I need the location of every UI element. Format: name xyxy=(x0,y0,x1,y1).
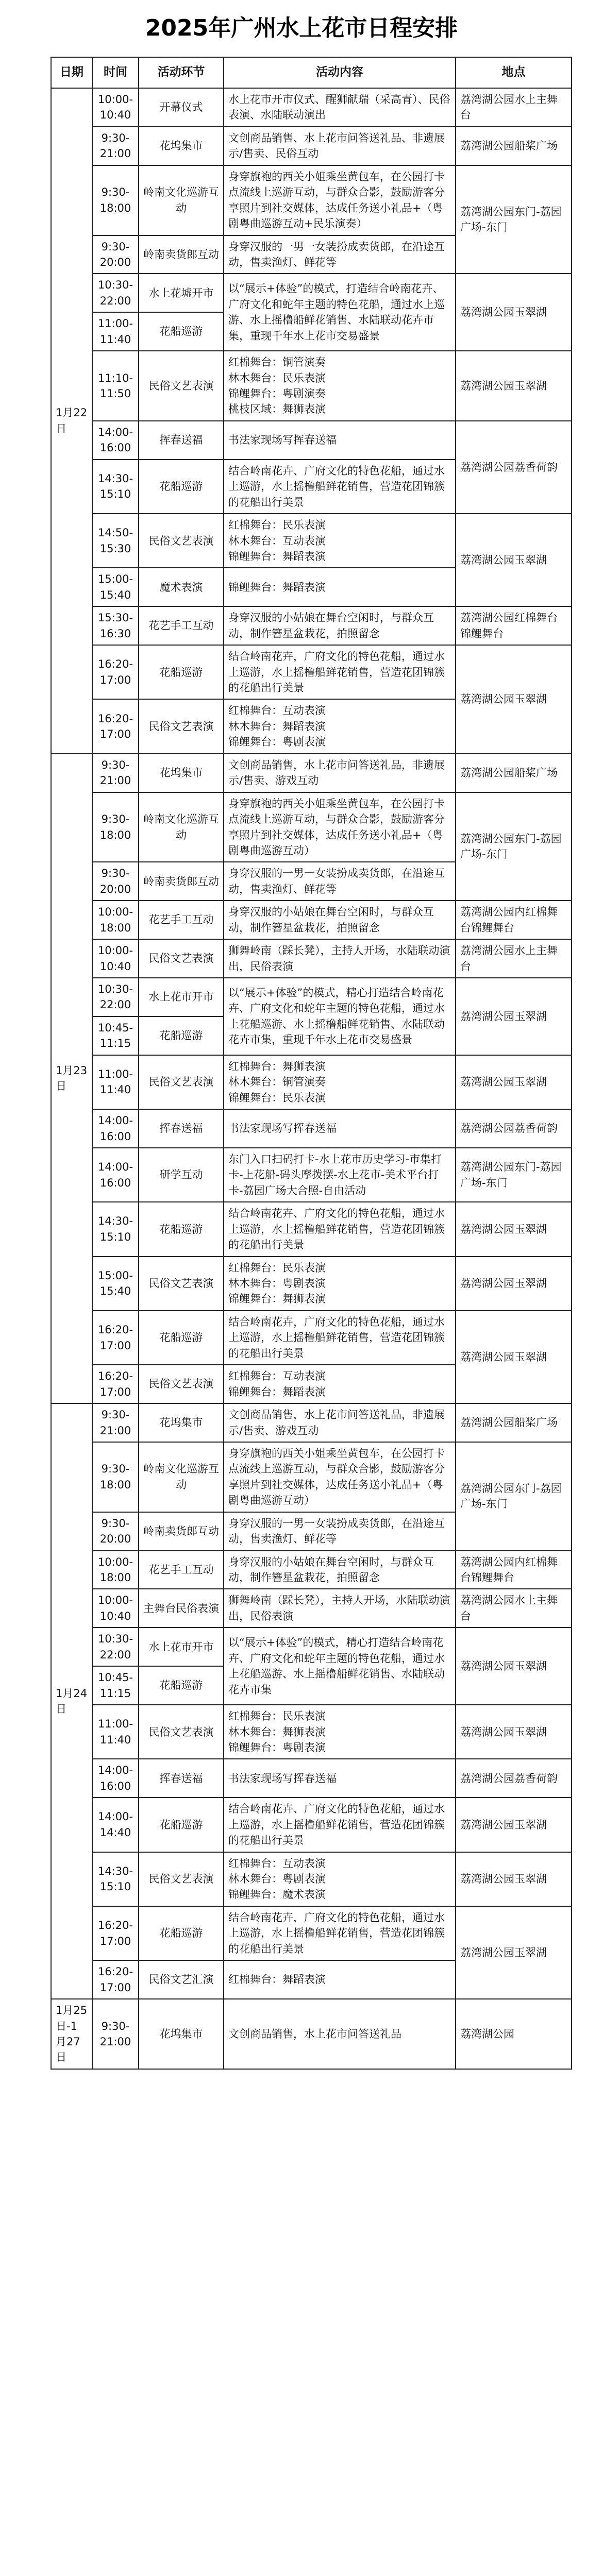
cell-activity: 挥春送福 xyxy=(139,421,224,460)
cell-content: 红棉舞台：民乐表演 林木舞台：舞狮表演 锦鲤舞台：粤剧表演 xyxy=(224,1705,456,1759)
cell-time: 9:30-20:00 xyxy=(92,862,139,901)
cell-content: 书法家现场写挥春送福 xyxy=(224,1759,456,1798)
cell-date: 1月24日 xyxy=(51,1403,92,1999)
cell-content: 结合岭南花卉、广府文化的特色花船，通过水上巡游，水上摇橹船鲜花销售，营造花团锦簇的花船出行美景 xyxy=(224,460,456,514)
table-row xyxy=(51,1628,572,1666)
cell-activity: 岭南卖货郎互动 xyxy=(139,1512,224,1551)
cell-time: 11:00-11:40 xyxy=(92,1705,139,1759)
cell-location: 荔湾湖公园内红棉舞台锦鲤舞台 xyxy=(456,1551,572,1589)
table-row xyxy=(51,939,572,978)
cell-content: 身穿汉服的一男一女装扮成卖货郎，在沿途互动，售卖渔灯、鲜花等 xyxy=(224,862,456,901)
table-row xyxy=(51,1311,572,1365)
cell-activity: 岭南文化巡游互动 xyxy=(139,792,224,862)
cell-time: 10:45-11:15 xyxy=(92,1016,139,1055)
cell-activity: 民俗文艺表演 xyxy=(139,1257,224,1311)
cell-activity: 花艺手工互动 xyxy=(139,1551,224,1589)
cell-content: 锦鲤舞台：舞蹈表演 xyxy=(224,568,456,606)
cell-time: 15:00-15:40 xyxy=(92,1257,139,1311)
cell-content: 红棉舞台：舞狮表演 林木舞台：铜管演奏 锦鲤舞台：民乐表演 xyxy=(224,1055,456,1109)
cell-time: 10:00-18:00 xyxy=(92,1551,139,1589)
cell-time: 10:00-10:40 xyxy=(92,1589,139,1628)
cell-activity: 挥春送福 xyxy=(139,1759,224,1798)
table-row xyxy=(51,351,572,421)
cell-time: 10:30-22:00 xyxy=(92,978,139,1016)
cell-location: 荔湾湖公园玉翠湖 xyxy=(456,1852,572,1906)
cell-content: 书法家现场写挥春送福 xyxy=(224,421,456,460)
cell-activity: 花船巡游 xyxy=(139,1666,224,1705)
cell-content: 文创商品销售，水上花市问答送礼品，非遗展示/售卖、游戏互动 xyxy=(224,754,456,792)
cell-time: 14:00-16:00 xyxy=(92,421,139,460)
cell-time: 14:00-16:00 xyxy=(92,1109,139,1148)
cell-time: 14:30-15:10 xyxy=(92,460,139,514)
table-row xyxy=(51,127,572,165)
cell-time: 14:00-16:00 xyxy=(92,1148,139,1202)
cell-content: 狮舞岭南（踩长凳），主持人开场，水陆联动演出，民俗表演 xyxy=(224,1589,456,1628)
cell-time: 10:00-10:40 xyxy=(92,939,139,978)
cell-location: 荔湾湖公园东门-荔园广场-东门 xyxy=(456,792,572,901)
cell-activity: 民俗文艺表演 xyxy=(139,1852,224,1906)
cell-location: 荔湾湖公园荔香荷韵 xyxy=(456,1109,572,1148)
cell-activity: 花艺手工互动 xyxy=(139,606,224,645)
cell-activity: 花船巡游 xyxy=(139,645,224,699)
cell-time: 16:20-17:00 xyxy=(92,1906,139,1960)
table-row xyxy=(51,1403,572,1442)
table-row xyxy=(51,1589,572,1628)
cell-activity: 主舞台民俗表演 xyxy=(139,1589,224,1628)
cell-location: 荔湾湖公园玉翠湖 xyxy=(456,1311,572,1403)
cell-date: 1月23日 xyxy=(51,754,92,1403)
cell-content: 东门入口扫码打卡-水上花市历史学习-市集打卡-上花船-码头摩拨摆-水上花市-美术平台打卡-荔园广场大合照-自由活动 xyxy=(224,1148,456,1202)
cell-time: 9:30-18:00 xyxy=(92,165,139,235)
cell-location: 荔湾湖公园玉翠湖 xyxy=(456,645,572,754)
cell-activity: 花船巡游 xyxy=(139,1906,224,1960)
table-row xyxy=(51,1798,572,1852)
cell-content: 文创商品销售，水上花市问答送礼品，非遗展示/售卖、游戏互动 xyxy=(224,1403,456,1442)
table-row xyxy=(51,165,572,235)
cell-time: 9:30-21:00 xyxy=(92,754,139,792)
cell-activity: 民俗文艺表演 xyxy=(139,939,224,978)
cell-activity: 水上花墟开市 xyxy=(139,274,224,312)
table-row xyxy=(51,421,572,460)
cell-time: 14:30-15:10 xyxy=(92,1852,139,1906)
table-row xyxy=(51,1705,572,1759)
table-row xyxy=(51,1202,572,1256)
cell-content: 结合岭南花卉，广府文化的特色花船，通过水上巡游，水上摇橹船鲜花销售，营造花团锦簇的花船出行美景 xyxy=(224,1311,456,1365)
cell-content: 以“展示+体验”的模式，精心打造结合岭南花卉、广府文化和蛇年主题的特色花船，通过水上花船巡游、水上摇橹船鲜花销售、水陆联动花卉市集 xyxy=(224,1628,456,1705)
cell-time: 9:30-20:00 xyxy=(92,235,139,274)
table-row xyxy=(51,1109,572,1148)
cell-time: 10:00-10:40 xyxy=(92,88,139,127)
cell-location: 荔湾湖公园内红棉舞台锦鲤舞台 xyxy=(456,901,572,939)
cell-date: 1月22日 xyxy=(51,88,92,754)
table-row xyxy=(51,1906,572,1960)
cell-content: 身穿汉服的小姑娘在舞台空闲时，与群众互动，制作簪星盆栽花，拍照留念 xyxy=(224,606,456,645)
table-row xyxy=(51,514,572,568)
cell-time: 11:00-11:40 xyxy=(92,312,139,351)
cell-content: 以“展示+体验”的模式，精心打造结合岭南花卉、广府文化和蛇年主题的特色花船，通过水上花船巡游、水上摇橹船鲜花销售、水陆联动花卉市集，重现千年水上花市交易盛景 xyxy=(224,978,456,1055)
cell-activity: 岭南卖货郎互动 xyxy=(139,862,224,901)
cell-content: 红棉舞台：铜管演奏 林木舞台：民乐表演 锦鲤舞台：粤剧演奏 桃枝区域：舞狮表演 xyxy=(224,351,456,421)
cell-time: 15:00-15:40 xyxy=(92,568,139,606)
table-row xyxy=(51,606,572,645)
cell-content: 结合岭南花卉，广府文化的特色花船，通过水上巡游，水上摇橹船鲜花销售，营造花团锦簇的花船出行美景 xyxy=(224,645,456,699)
cell-activity: 花船巡游 xyxy=(139,1202,224,1256)
cell-content: 身穿汉服的一男一女装扮成卖货郎，在沿途互动，售卖渔灯、鲜花等 xyxy=(224,235,456,274)
cell-location: 荔湾湖公园玉翠湖 xyxy=(456,274,572,351)
cell-location: 荔湾湖公园船桨广场 xyxy=(456,1403,572,1442)
table-row xyxy=(51,645,572,699)
table-row xyxy=(51,1551,572,1589)
cell-time: 16:20-17:00 xyxy=(92,1311,139,1365)
cell-location: 荔湾湖公园玉翠湖 xyxy=(456,1798,572,1852)
cell-activity: 花船巡游 xyxy=(139,460,224,514)
cell-activity: 花坞集市 xyxy=(139,1999,224,2069)
cell-location: 荔湾湖公园水上主舞台 xyxy=(456,939,572,978)
cell-content: 红棉舞台：互动表演 锦鲤舞台：舞蹈表演 xyxy=(224,1365,456,1403)
cell-time: 9:30-21:00 xyxy=(92,127,139,165)
cell-location: 荔湾湖公园荔香荷韵 xyxy=(456,1759,572,1798)
cell-location: 荔湾湖公园玉翠湖 xyxy=(456,1257,572,1311)
schedule-body xyxy=(51,88,572,2069)
table-row xyxy=(51,792,572,862)
cell-activity: 花船巡游 xyxy=(139,1311,224,1365)
cell-activity: 民俗文艺表演 xyxy=(139,514,224,568)
cell-location: 荔湾湖公园东门-荔园广场-东门 xyxy=(456,1442,572,1551)
cell-content: 红棉舞台：互动表演 林木舞台：粤剧表演 锦鲤舞台：魔术表演 xyxy=(224,1852,456,1906)
header-location: 地点 xyxy=(456,57,572,88)
cell-activity: 花船巡游 xyxy=(139,1798,224,1852)
cell-content: 文创商品销售、水上花市问答送礼品、非遗展示/售卖、民俗互动 xyxy=(224,127,456,165)
cell-content: 狮舞岭南（踩长凳），主持人开场，水陆联动演出，民俗表演 xyxy=(224,939,456,978)
table-row xyxy=(51,1148,572,1202)
cell-time: 16:20-17:00 xyxy=(92,699,139,753)
cell-content: 以“展示+体验”的模式，打造结合岭南花卉、广府文化和蛇年主题的特色花船，通过水上巡游、水上摇橹船鲜花销售、水陆联动花卉市集，重现千年水上花市交易盛景 xyxy=(224,274,456,351)
cell-location: 荔湾湖公园东门-荔园广场-东门 xyxy=(456,165,572,274)
table-row xyxy=(51,1759,572,1798)
cell-time: 9:30-18:00 xyxy=(92,1442,139,1512)
cell-time: 11:00-11:40 xyxy=(92,1055,139,1109)
cell-location: 荔湾湖公园船桨广场 xyxy=(456,754,572,792)
cell-time: 10:30-22:00 xyxy=(92,1628,139,1666)
schedule-table xyxy=(51,57,572,2070)
cell-location: 荔湾湖公园玉翠湖 xyxy=(456,351,572,421)
cell-time: 14:00-16:00 xyxy=(92,1759,139,1798)
cell-location: 荔湾湖公园红棉舞台锦鲤舞台 xyxy=(456,606,572,645)
cell-activity: 花坞集市 xyxy=(139,127,224,165)
cell-activity: 民俗文艺汇演 xyxy=(139,1960,224,1999)
table-row xyxy=(51,1999,572,2069)
cell-time: 15:30-16:30 xyxy=(92,606,139,645)
cell-content: 红棉舞台：民乐表演 林木舞台：互动表演 锦鲤舞台：舞蹈表演 xyxy=(224,514,456,568)
cell-time: 10:30-22:00 xyxy=(92,274,139,312)
cell-time: 9:30-18:00 xyxy=(92,792,139,862)
cell-time: 9:30-21:00 xyxy=(92,1999,139,2069)
cell-activity: 挥春送福 xyxy=(139,1109,224,1148)
cell-activity: 岭南文化巡游互动 xyxy=(139,1442,224,1512)
table-row xyxy=(51,978,572,1016)
header-activity: 活动环节 xyxy=(139,57,224,88)
table-row xyxy=(51,274,572,312)
cell-activity: 民俗文艺表演 xyxy=(139,1055,224,1109)
cell-time: 16:20-17:00 xyxy=(92,1365,139,1403)
cell-content: 结合岭南花卉、广府文化的特色花船，通过水上巡游，水上摇橹船鲜花销售，营造花团锦簇的花船出行美景 xyxy=(224,1202,456,1256)
cell-location: 荔湾湖公园东门-荔园广场-东门 xyxy=(456,1148,572,1202)
header-time: 时间 xyxy=(92,57,139,88)
cell-activity: 花艺手工互动 xyxy=(139,901,224,939)
cell-content: 红棉舞台：民乐表演 林木舞台：粤剧表演 锦鲤舞台：舞狮表演 xyxy=(224,1257,456,1311)
cell-content: 身穿旗袍的西关小姐乘坐黄包车，在公园打卡点流线上巡游互动，与群众合影，鼓励游客分享照片到社交媒体，达成任务送小礼品+（粤剧粤曲巡游互动） xyxy=(224,792,456,862)
header-content: 活动内容 xyxy=(224,57,456,88)
cell-location: 荔湾湖公园玉翠湖 xyxy=(456,1628,572,1705)
cell-content: 水上花市开市仪式、醒狮献瑞（采高青）、民俗表演、水陆联动演出 xyxy=(224,88,456,127)
cell-activity: 水上花市开市 xyxy=(139,1628,224,1666)
header-date: 日期 xyxy=(51,57,92,88)
table-row xyxy=(51,1257,572,1311)
cell-activity: 民俗文艺表演 xyxy=(139,351,224,421)
cell-location: 荔湾湖公园船桨广场 xyxy=(456,127,572,165)
cell-activity: 花坞集市 xyxy=(139,754,224,792)
cell-time: 14:00-14:40 xyxy=(92,1798,139,1852)
cell-time: 9:30-20:00 xyxy=(92,1512,139,1551)
cell-activity: 开幕仪式 xyxy=(139,88,224,127)
cell-content: 身穿旗袍的西关小姐乘坐黄包车，在公园打卡点流线上巡游互动，与群众合影，鼓励游客分享照片到社交媒体，达成任务送小礼品+（粤剧粤曲巡游互动+民乐演奏） xyxy=(224,165,456,235)
cell-activity: 花船巡游 xyxy=(139,312,224,351)
cell-content: 身穿旗袍的西关小姐乘坐黄包车，在公园打卡点流线上巡游互动，与群众合影，鼓励游客分享照片到社交媒体，达成任务送小礼品+（粤剧粤曲巡游互动） xyxy=(224,1442,456,1512)
cell-time: 14:50-15:30 xyxy=(92,514,139,568)
cell-location: 荔湾湖公园玉翠湖 xyxy=(456,978,572,1055)
cell-content: 身穿汉服的小姑娘在舞台空闲时，与群众互动，制作簪星盆栽花，拍照留念 xyxy=(224,901,456,939)
page-title: 2025年广州水上花市日程安排 xyxy=(145,15,458,41)
cell-content: 文创商品销售，水上花市问答送礼品 xyxy=(224,1999,456,2069)
cell-location: 荔湾湖公园水上主舞台 xyxy=(456,88,572,127)
cell-location: 荔湾湖公园 xyxy=(456,1999,572,2069)
table-row xyxy=(51,901,572,939)
cell-activity: 民俗文艺表演 xyxy=(139,1705,224,1759)
cell-time: 9:30-21:00 xyxy=(92,1403,139,1442)
cell-time: 10:45-11:15 xyxy=(92,1666,139,1705)
cell-location: 荔湾湖公园玉翠湖 xyxy=(456,1906,572,1999)
cell-time: 16:20-17:00 xyxy=(92,1960,139,1999)
table-header-row xyxy=(51,57,572,88)
table-row xyxy=(51,88,572,127)
cell-activity: 民俗文艺表演 xyxy=(139,1365,224,1403)
cell-date: 1月25日-1月27日 xyxy=(51,1999,92,2069)
cell-activity: 魔术表演 xyxy=(139,568,224,606)
cell-activity: 岭南文化巡游互动 xyxy=(139,165,224,235)
table-row xyxy=(51,1442,572,1512)
cell-content: 书法家现场写挥春送福 xyxy=(224,1109,456,1148)
cell-content: 红棉舞台：舞蹈表演 xyxy=(224,1960,456,1999)
cell-activity: 研学互动 xyxy=(139,1148,224,1202)
cell-location: 荔湾湖公园玉翠湖 xyxy=(456,514,572,606)
cell-content: 身穿汉服的小姑娘在舞台空闲时，与群众互动，制作簪星盆栽花，拍照留念 xyxy=(224,1551,456,1589)
cell-content: 红棉舞台：互动表演 林木舞台：舞蹈表演 锦鲤舞台：粤剧表演 xyxy=(224,699,456,753)
cell-content: 结合岭南花卉、广府文化的特色花船，通过水上巡游，水上摇橹船鲜花销售，营造花团锦簇的花船出行美景 xyxy=(224,1798,456,1852)
cell-location: 荔湾湖公园荔香荷韵 xyxy=(456,421,572,514)
table-row xyxy=(51,1852,572,1906)
cell-activity: 花船巡游 xyxy=(139,1016,224,1055)
cell-time: 16:20-17:00 xyxy=(92,645,139,699)
cell-activity: 民俗文艺表演 xyxy=(139,699,224,753)
cell-content: 结合岭南花卉，广府文化的特色花船，通过水上巡游，水上摇橹船鲜花销售，营造花团锦簇的花船出行美景 xyxy=(224,1906,456,1960)
table-row xyxy=(51,754,572,792)
cell-location: 荔湾湖公园玉翠湖 xyxy=(456,1705,572,1759)
table-row xyxy=(51,1055,572,1109)
cell-time: 10:00-18:00 xyxy=(92,901,139,939)
cell-location: 荔湾湖公园水上主舞台 xyxy=(456,1589,572,1628)
cell-content: 身穿汉服的一男一女装扮成卖货郎，在沿途互动，售卖渔灯、鲜花等 xyxy=(224,1512,456,1551)
cell-time: 14:30-15:10 xyxy=(92,1202,139,1256)
cell-activity: 岭南卖货郎互动 xyxy=(139,235,224,274)
cell-activity: 花坞集市 xyxy=(139,1403,224,1442)
cell-activity: 水上花市开市 xyxy=(139,978,224,1016)
cell-location: 荔湾湖公园玉翠湖 xyxy=(456,1055,572,1109)
cell-location: 荔湾湖公园玉翠湖 xyxy=(456,1202,572,1256)
cell-time: 11:10-11:50 xyxy=(92,351,139,421)
